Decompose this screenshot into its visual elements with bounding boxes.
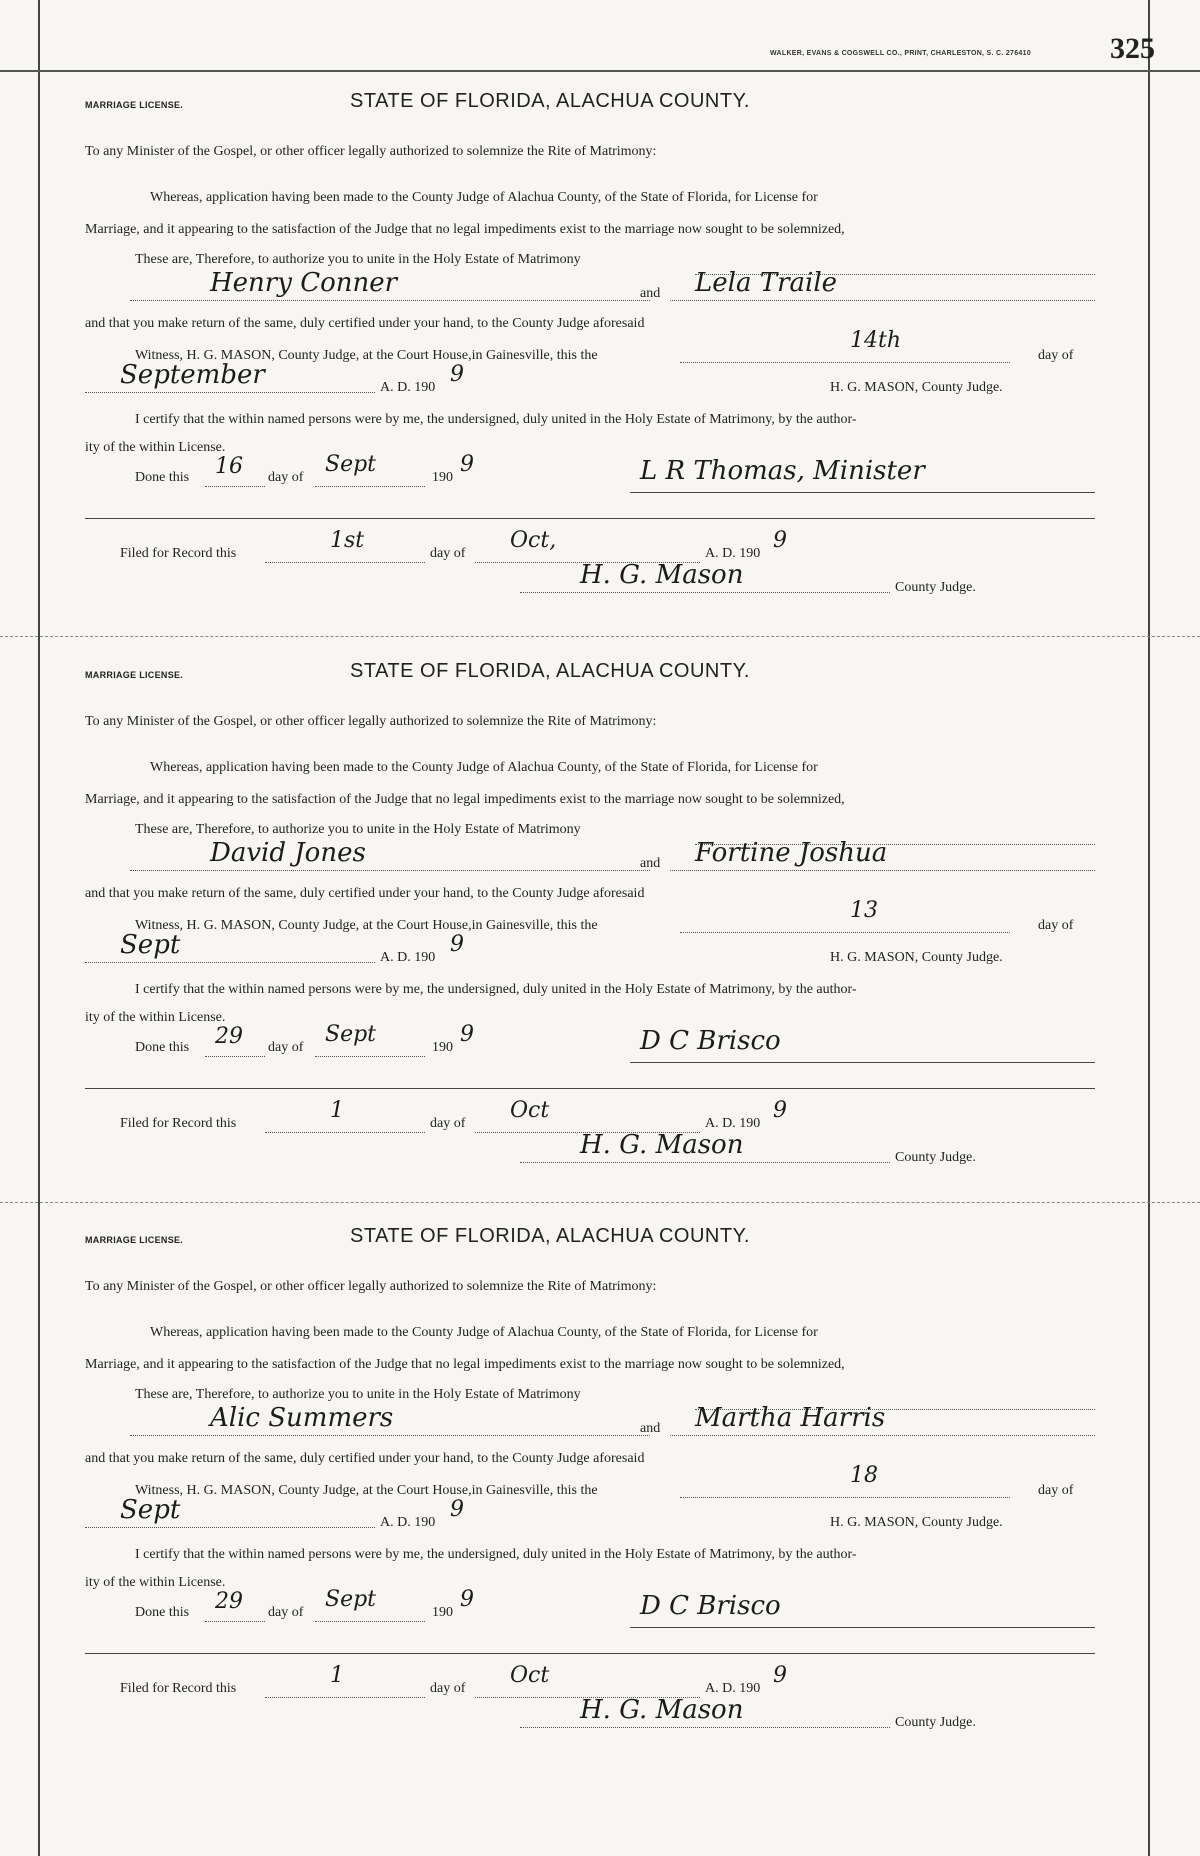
form-label: MARRIAGE LICENSE.: [85, 670, 184, 680]
witness-month: Sept: [120, 1495, 181, 1525]
filed-month: Oct,: [510, 528, 557, 553]
officiant-line: [630, 1627, 1095, 1628]
judge-signature: H. G. Mason: [580, 1695, 744, 1725]
filed-ad-label: A. D. 190: [705, 546, 761, 561]
year-prefix-label: 190: [432, 1040, 453, 1055]
filed-day: 1: [330, 1663, 344, 1688]
these-are-line: These are, Therefore, to authorize you to unite in the Holy Estate of Matrimony: [135, 252, 581, 267]
certify-line-2: ity of the within License.: [85, 1010, 226, 1025]
witness-month: September: [120, 360, 265, 390]
certify-line-1: I certify that the within named persons were by me, the undersigned, duly united in the Holy Estate of Matrimony, by the author-: [135, 1547, 857, 1562]
county-judge-label: County Judge.: [895, 1715, 976, 1730]
done-year: 9: [460, 1022, 474, 1047]
witness-year: 9: [450, 362, 464, 387]
bride-name: Fortine Joshua: [695, 838, 888, 868]
witness-line: Witness, H. G. MASON, County Judge, at the Court House,in Gainesville, this the: [135, 918, 598, 933]
return-line: and that you make return of the same, duly certified under your hand, to the County Judge aforesaid: [85, 316, 645, 331]
ad-label: A. D. 190: [380, 950, 436, 965]
state-title: STATE OF FLORIDA, ALACHUA COUNTY.: [350, 660, 750, 682]
filed-day: 1: [330, 1098, 344, 1123]
state-title: STATE OF FLORIDA, ALACHUA COUNTY.: [350, 90, 750, 112]
whereas-line-2: Marriage, and it appearing to the satisfaction of the Judge that no legal impediments exist to the marriage now sought to be solemnized,: [85, 1357, 845, 1372]
these-are-line: These are, Therefore, to authorize you to unite in the Holy Estate of Matrimony: [135, 1387, 581, 1402]
officiant-line: [630, 1062, 1095, 1063]
filed-label: Filed for Record this: [120, 1681, 237, 1696]
filed-month: Oct: [510, 1098, 550, 1123]
officiant-signature: L R Thomas, Minister: [640, 456, 925, 486]
ad-label: A. D. 190: [380, 380, 436, 395]
filed-day-fill: [265, 1106, 425, 1133]
filed-day: 1st: [330, 528, 365, 553]
witness-day: 14th: [850, 328, 902, 353]
done-day: 16: [215, 454, 243, 479]
witness-month: Sept: [120, 930, 181, 960]
filed-day-of-label: day of: [430, 1681, 466, 1696]
witness-line: Witness, H. G. MASON, County Judge, at the Court House,in Gainesville, this the: [135, 1483, 598, 1498]
whereas-line-1: Whereas, application having been made to the County Judge of Alachua County, of the State of Florida, for License for: [150, 1325, 818, 1340]
return-line: and that you make return of the same, duly certified under your hand, to the County Judge aforesaid: [85, 1451, 645, 1466]
right-margin-rule: [1148, 0, 1150, 1856]
officiant-signature: D C Brisco: [640, 1026, 781, 1056]
section-rule: [85, 1653, 1095, 1654]
officiant-signature: D C Brisco: [640, 1591, 781, 1621]
filed-month-fill: [475, 536, 700, 563]
done-month: Sept: [325, 452, 377, 477]
filed-ad-label: A. D. 190: [705, 1681, 761, 1696]
filed-year: 9: [773, 1663, 787, 1688]
witness-day: 18: [850, 1463, 878, 1488]
witness-year: 9: [450, 1497, 464, 1522]
filed-day-fill: [265, 1671, 425, 1698]
done-day-of-label: day of: [268, 1605, 304, 1620]
return-line: and that you make return of the same, duly certified under your hand, to the County Judge aforesaid: [85, 886, 645, 901]
certify-line-2: ity of the within License.: [85, 440, 226, 455]
done-day: 29: [215, 1024, 243, 1049]
done-day: 29: [215, 1589, 243, 1614]
witness-day-fill: [680, 336, 1010, 363]
state-title: STATE OF FLORIDA, ALACHUA COUNTY.: [350, 1225, 750, 1247]
license-separator: [0, 1202, 1200, 1204]
year-prefix-label: 190: [432, 1605, 453, 1620]
done-day-of-label: day of: [268, 1040, 304, 1055]
done-year: 9: [460, 452, 474, 477]
witness-day-fill: [680, 906, 1010, 933]
section-rule: [85, 518, 1095, 519]
certify-line-2: ity of the within License.: [85, 1575, 226, 1590]
certify-line-1: I certify that the within named persons were by me, the undersigned, duly united in the Holy Estate of Matrimony, by the author-: [135, 982, 857, 997]
certify-line-1: I certify that the within named persons were by me, the undersigned, duly united in the Holy Estate of Matrimony, by the author-: [135, 412, 857, 427]
filed-year: 9: [773, 1098, 787, 1123]
filed-month-fill: [475, 1106, 700, 1133]
filed-ad-label: A. D. 190: [705, 1116, 761, 1131]
address-line: To any Minister of the Gospel, or other officer legally authorized to solemnize the Rite of Matrimony:: [85, 714, 657, 729]
and-label: and: [640, 286, 661, 301]
form-label: MARRIAGE LICENSE.: [85, 100, 184, 110]
page-number: 325: [1110, 32, 1155, 65]
printer-imprint: WALKER, EVANS & COGSWELL CO., PRINT, CHARLESTON, S. C. 276410: [770, 50, 1032, 57]
done-day-of-label: day of: [268, 470, 304, 485]
filed-day-of-label: day of: [430, 1116, 466, 1131]
done-this-label: Done this: [135, 470, 190, 485]
day-of-label: day of: [1038, 918, 1074, 933]
whereas-line-2: Marriage, and it appearing to the satisfaction of the Judge that no legal impediments exist to the marriage now sought to be solemnized,: [85, 792, 845, 807]
filed-month-fill: [475, 1671, 700, 1698]
filed-label: Filed for Record this: [120, 1116, 237, 1131]
these-are-line: These are, Therefore, to authorize you to unite in the Holy Estate of Matrimony: [135, 822, 581, 837]
form-label: MARRIAGE LICENSE.: [85, 1235, 184, 1245]
county-judge-label: County Judge.: [895, 580, 976, 595]
witness-line: Witness, H. G. MASON, County Judge, at the Court House,in Gainesville, this the: [135, 348, 598, 363]
groom-name: Henry Conner: [210, 268, 398, 298]
groom-fill: [130, 844, 650, 871]
whereas-line-1: Whereas, application having been made to the County Judge of Alachua County, of the State of Florida, for License for: [150, 760, 818, 775]
witness-year: 9: [450, 932, 464, 957]
filed-day-of-label: day of: [430, 546, 466, 561]
groom-name: Alic Summers: [210, 1403, 394, 1433]
witness-day-fill: [680, 1471, 1010, 1498]
filed-month: Oct: [510, 1663, 550, 1688]
section-rule: [85, 1088, 1095, 1089]
year-prefix-label: 190: [432, 470, 453, 485]
whereas-line-2: Marriage, and it appearing to the satisfaction of the Judge that no legal impediments exist to the marriage now sought to be solemnized,: [85, 222, 845, 237]
done-year: 9: [460, 1587, 474, 1612]
filed-year: 9: [773, 528, 787, 553]
license-separator: [0, 636, 1200, 638]
ad-label: A. D. 190: [380, 1515, 436, 1530]
marriage-license-3: [80, 1225, 1100, 1745]
address-line: To any Minister of the Gospel, or other officer legally authorized to solemnize the Rite of Matrimony:: [85, 144, 657, 159]
judge-signature: H. G. Mason: [580, 560, 744, 590]
day-of-label: day of: [1038, 348, 1074, 363]
officiant-line: [630, 492, 1095, 493]
done-this-label: Done this: [135, 1040, 190, 1055]
done-month: Sept: [325, 1587, 377, 1612]
witness-day: 13: [850, 898, 878, 923]
whereas-line-1: Whereas, application having been made to the County Judge of Alachua County, of the State of Florida, for License for: [150, 190, 818, 205]
filed-label: Filed for Record this: [120, 546, 237, 561]
groom-name: David Jones: [210, 838, 366, 868]
county-judge-label: County Judge.: [895, 1150, 976, 1165]
done-month: Sept: [325, 1022, 377, 1047]
bride-name: Lela Traile: [695, 268, 838, 298]
marriage-license-2: [80, 660, 1100, 1180]
marriage-license-1: [80, 90, 1100, 610]
done-this-label: Done this: [135, 1605, 190, 1620]
judge-signature: H. G. Mason: [580, 1130, 744, 1160]
address-line: To any Minister of the Gospel, or other officer legally authorized to solemnize the Rite of Matrimony:: [85, 1279, 657, 1294]
bride-name: Martha Harris: [695, 1403, 886, 1433]
left-margin-rule: [38, 0, 40, 1856]
judge-label: H. G. MASON, County Judge.: [830, 950, 1003, 965]
and-label: and: [640, 856, 661, 871]
top-rule: [0, 70, 1200, 72]
and-label: and: [640, 1421, 661, 1436]
day-of-label: day of: [1038, 1483, 1074, 1498]
judge-label: H. G. MASON, County Judge.: [830, 380, 1003, 395]
judge-label: H. G. MASON, County Judge.: [830, 1515, 1003, 1530]
